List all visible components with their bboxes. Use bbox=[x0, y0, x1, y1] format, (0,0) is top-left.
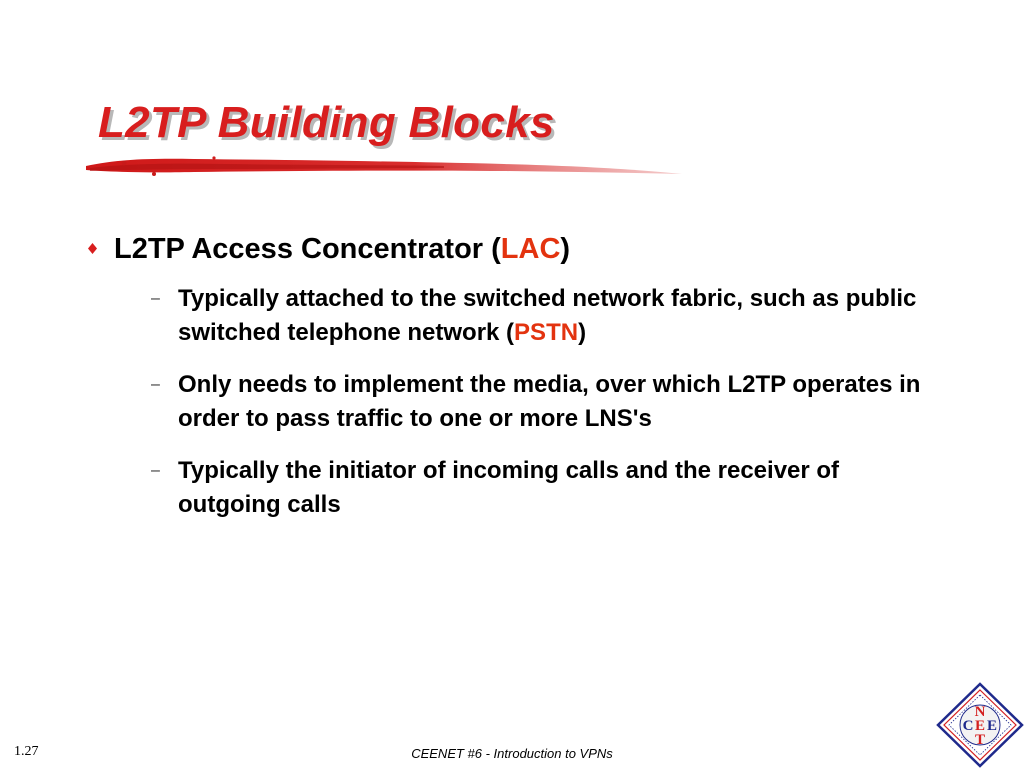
bullet-item-lac bbox=[88, 230, 988, 268]
dash-bullet-icon: – bbox=[151, 462, 160, 479]
footer-text: CEENET #6 - Introduction to VPNs bbox=[411, 746, 613, 761]
ceenet-logo-icon bbox=[936, 682, 1024, 768]
diamond-bullet-icon bbox=[88, 243, 97, 254]
bullet-suffix: ) bbox=[560, 233, 571, 265]
slide-number: 1.27 bbox=[14, 744, 39, 759]
bullet-list bbox=[88, 230, 988, 522]
logo-letter: E bbox=[986, 718, 998, 734]
dash-bullet-icon: – bbox=[151, 376, 160, 393]
sub-bullet-item bbox=[151, 282, 938, 350]
sub-bullet-suffix: ) bbox=[578, 319, 587, 346]
bullet-text: L2TP Access Concentrator ( bbox=[114, 233, 501, 265]
brush-stroke-underline bbox=[84, 152, 684, 180]
sub-bullet-text: Typically attached to the switched network fabric, such as public switched telephone network ( bbox=[178, 285, 917, 346]
dash-bullet-icon: – bbox=[151, 290, 160, 307]
bullet-highlight-lac: LAC bbox=[500, 233, 561, 265]
sub-bullet-item bbox=[151, 454, 938, 522]
logo-letter: N bbox=[974, 704, 986, 720]
sub-bullet-text: Only needs to implement the media, over which L2TP operates in order to pass traffic to one or more LNS's bbox=[178, 371, 921, 432]
slide-title: L2TP Building Blocks bbox=[98, 98, 555, 147]
sub-bullet-text: Typically the initiator of incoming calls and the receiver of outgoing calls bbox=[178, 457, 840, 518]
sub-bullet-item bbox=[151, 368, 938, 436]
logo-letter: C bbox=[962, 718, 974, 734]
logo-letter: T bbox=[974, 732, 986, 748]
logo-letter: E bbox=[974, 718, 986, 734]
sub-bullet-list bbox=[88, 282, 988, 522]
sub-bullet-highlight-pstn: PSTN bbox=[514, 319, 579, 346]
